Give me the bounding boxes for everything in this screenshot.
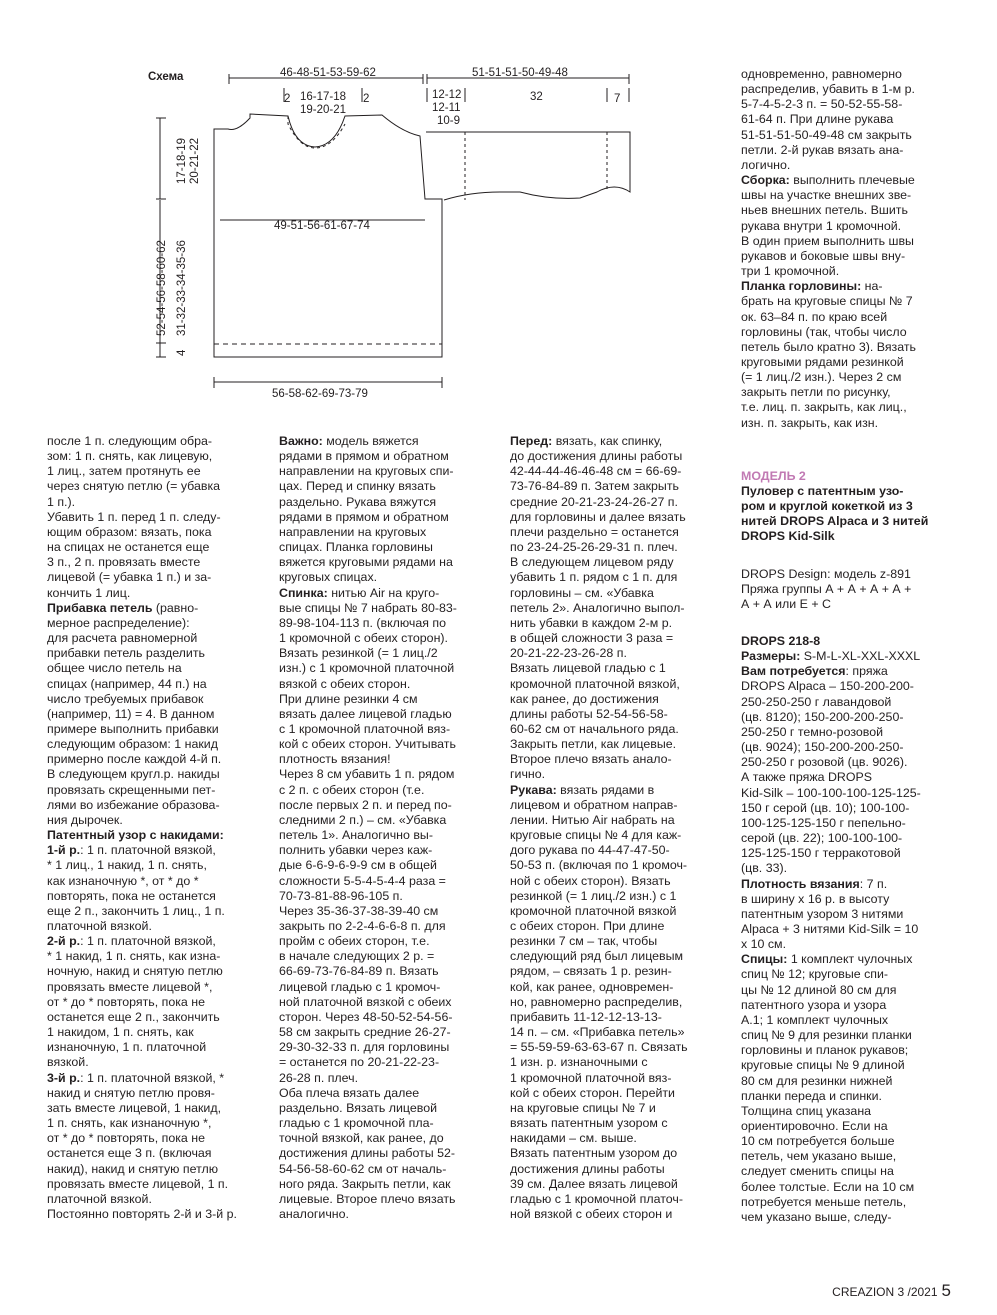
text-line: достижения длины работы 52- [279,1146,456,1161]
text-line: планки переда и спинки. [741,1088,882,1103]
text-line: вые спицы № 7 набрать 80-83- [279,600,457,615]
text-line: раздельно. Вязать лицевой [279,1100,438,1115]
text-line: * 1 накид, 1 п. снять, как изна- [47,949,221,964]
text-line: Закрыть петли, как лицевые. [510,737,677,752]
text-line: чем указано выше, следу- [741,1209,892,1224]
text-line: еще 2 п., закончить 1 лиц., 1 п. [47,903,225,918]
text-line: лицевой гладью с 1 кромоч- [279,979,441,994]
text-line: 1 п. снять, как изнаночную *, [47,1116,212,1131]
chest-width: 49-51-56-61-67-74 [274,220,370,232]
text-line: МОДЕЛЬ 2 [741,468,806,483]
text-line: рядами в прямом и обратном [279,509,449,524]
text-line: Убавить 1 п. перед 1 п. следу- [47,509,221,524]
paragraph-gap [741,545,928,567]
text-line: следними 2 п.) – см. «Убавка [279,812,447,827]
text-line: (например, 11) = 4. В данном [47,706,215,721]
neck-line [288,116,345,148]
text-line: кромочной платочной вязкой, [510,676,680,691]
text-line: в общей сложности 3 раза = [510,631,674,646]
text-line: 42-44-44-46-46-48 см = 66-69- [510,464,682,479]
text-line: ной с обеих сторон). Вязать [510,873,671,888]
text-line: ной платочной вязкой с обеих [279,994,452,1009]
text-line: на круговые спицы № 7 и [510,1100,656,1115]
text-line: лицевой (= убавка 1 п.) и за- [47,570,212,585]
text-line: DROPS Design: модель z-891 [741,566,911,581]
text-line: ньев внешних петель. Вшить [741,203,908,218]
text-line: для расчета равномерной [47,631,198,646]
text-line: сторон. Через 48-50-52-54-56- [279,1009,453,1024]
text-line: 10 см потребуется больше [741,1134,895,1149]
text-line: 26-28 п. плеч. [279,1070,359,1085]
text-line: плечи раздельно = останется [510,524,679,539]
text-line: (цв. 33). [741,861,788,876]
text-line: провязать скрещенными пет- [47,782,216,797]
text-line: 1 накидом, 1 п. снять, как [47,1025,194,1040]
text-line: В следующем кругл.р. накиды [47,767,220,782]
text-line: петель 2». Аналогично выпол- [510,600,685,615]
paragraph-gap [741,612,928,634]
text-line: как ранее, до достижения [510,691,659,706]
text-line: следующий ряд был лицевым [510,949,684,964]
text-line: вязкой. [47,1055,89,1070]
section-gap [741,431,928,469]
text-line: 250-250 г темно-розовой [741,724,884,739]
text-line: горловины – см. «Убавка [510,585,654,600]
text-line: В один прием выполнить швы [741,233,914,248]
text-line: следующим образом: 1 накид [47,737,218,752]
text-line: DROPS Kid-Silk [741,529,835,544]
text-line: провязать вместе лицевой *, [47,979,213,994]
text-line: 14 п. – см. «Прибавка петель» [510,1025,685,1040]
text-line: накид), накид и снятую петлю [47,1161,219,1176]
text-line: DROPS Alpaca – 150-200-200- [741,679,914,694]
text-line: зать вместе лицевой, 1 накид, [47,1100,222,1115]
text-line: петель было кратно 3). Вязать [741,339,916,354]
text-line: резинкой (= 1 лиц./2 изн.) с 1 [510,888,677,903]
text-line: гладью с 1 кромочной платоч- [510,1191,683,1206]
text-line: круговые спицы № 4 для каж- [510,828,682,843]
text-line: 61-64 п. При длине рукава [741,112,894,127]
text-line: Спицы: 1 комплект чулочных [741,952,913,967]
text-line: кончить 1 лиц. [47,585,131,600]
text-line: изнаночную, 1 п. платочной [47,1040,207,1055]
text-column-4 [741,67,928,1225]
armhole-2: 20-21-22 [189,137,201,184]
text-line: число требуемых прибавок [47,691,204,706]
text-line: цы № 12 длиной 80 см для [741,982,897,997]
text-line: 1 изн. р. изнаночными с [510,1055,648,1070]
magazine-issue: CREAZION 3 /2021 [832,1285,938,1299]
text-line: в начале следующих 2 р. = [279,949,435,964]
text-line: раздельно. Рукава вяжутся [279,494,437,509]
text-line: т.е. лиц. п. закрыть, как лиц., [741,400,907,415]
text-line: Прибавка петель (равно- [47,600,199,615]
text-line: достижения длины работы [510,1161,665,1176]
text-line: 1 лиц., затем протянуть ее [47,464,201,479]
text-line: с обеих сторон. При длине [510,919,665,933]
text-line: убавить 1 п. рядом с 1 п. для [510,570,678,585]
side-length: 31-32-33-34-35-36 [176,240,188,336]
sleeve-outline [426,132,630,200]
shoulder-left: 2 [284,93,291,105]
text-line: кой с обеих сторон. Перейти [510,1085,675,1100]
text-line: = 55-59-59-63-63-67 п. Связать [510,1040,688,1055]
text-line: примерно после каждой 4-й п. [47,752,222,767]
text-line: нить убавки в каждом 2-м р. [510,615,673,630]
text-line: спицах. Планка горловины [279,540,433,555]
text-line: брать на круговые спицы № 7 [741,294,913,309]
text-line: лицевом и обратном направ- [510,797,678,812]
text-line: Пуловер с патентным узо- [741,483,904,498]
text-line: накид и снятую петлю провя- [47,1085,215,1100]
text-line: ром и круглой кокеткой из 3 [741,499,913,514]
text-line: рядом, – связать 1 р. резин- [510,964,672,979]
text-line: спиц № 12; круговые спи- [741,967,889,982]
text-line: ющим образом: вязать, пока [47,524,212,539]
text-line: по 23-24-25-26-29-31 п. плеч. [510,540,678,555]
text-line: как изнаночную *, от * до * [47,873,199,888]
text-line: 3-й р.: 1 п. платочной вязкой, * [47,1070,225,1085]
text-line: более толстые. Если на 10 см [741,1179,915,1194]
text-line: ния дырочек. [47,812,123,827]
text-line: 125-125-150 г терракотовой [741,846,901,861]
text-line: Оба плеча вязать далее [279,1085,420,1100]
text-line: аналогично. [279,1206,349,1221]
text-line: Толщина спиц указана [741,1103,872,1118]
text-line: Вязать патентным узором до [510,1146,678,1161]
text-line: Alpaca + 3 нитями Kid-Silk = 10 [741,921,919,936]
text-line: 250-250-250 г лавандовой [741,694,892,709]
text-line: 50-53 п. (включая по 1 кромоч- [510,858,688,873]
text-line: 150 г серой (цв. 10); 100-100- [741,800,910,815]
text-line: до достижения длины работы [510,449,683,464]
text-line: прибавки петель разделить [47,646,205,661]
schema-title: Схема [148,71,184,83]
text-line: 51-51-51-50-49-48 см закрыть [741,127,912,142]
text-line: с 1 кромочной платочной вяз- [279,721,451,736]
page-footer [832,1281,951,1301]
text-line: Перед: вязать, как спинку, [510,434,663,448]
text-line: горловины и планок рукавов; [741,1043,909,1058]
rib-height: 4 [176,349,188,356]
neck-width-2: 19-20-21 [300,104,347,116]
text-line: спицах (например, 44 п.) на [47,676,207,691]
text-line: петель 1». Аналогично вы- [279,828,433,843]
text-line: = останется по 20-21-22-23- [279,1055,440,1070]
text-line: Планка горловины: на- [741,279,883,294]
text-line: Рукава: вязать рядами в [510,782,655,797]
text-line: ночную, накид и снятую петлю [47,964,223,979]
text-column-2 [279,434,457,1222]
text-line: 100-125-125-150 г пепельно- [741,815,906,830]
text-line: 54-56-58-60-62 см от началь- [279,1161,447,1176]
text-line: кромочной платочной вязкой [510,903,677,918]
text-line: Размеры: S-M-L-XL-XXL-XXXL [741,649,921,664]
text-line: нитей DROPS Alpaca и 3 нитей [741,514,929,529]
text-line: круговые спицы № 9 длиной [741,1058,905,1073]
text-line: петли. 2-й рукав вязать ана- [741,142,904,157]
neck-width-1: 16-17-18 [300,91,347,103]
text-line: с 2 п. с обеих сторон (т.е. [279,782,425,797]
text-line: 58 см закрыть средние 26-27- [279,1025,451,1040]
text-line: цах. Перед и спинку вязать [279,479,436,494]
text-line: вязать патентным узором с [510,1116,668,1131]
text-line: точной вязкой, как ранее, до [279,1131,444,1146]
text-line: кой с обеих сторон. Учитывать [279,737,456,752]
text-line: дые 6-6-9-6-9-9 см в общей [279,858,437,873]
text-line: одновременно, равномерно [741,67,902,81]
text-line: 2-й р.: 1 п. платочной вязкой, [47,934,216,949]
text-line: 1-й р.: 1 п. платочной вязкой, [47,843,216,858]
text-line: направлении на круговых [279,524,427,539]
text-line: 39 см. Далее вязать лицевой [510,1176,678,1191]
neck-depth-2: 12-11 [432,102,461,114]
sleeve-length: 51-51-51-50-49-48 [472,67,568,79]
text-line: 80 см для резинки нижней [741,1073,893,1088]
sleeve-cuff: 7 [614,93,621,105]
text-line: ного ряда. Закрыть петли, как [279,1176,451,1191]
text-line: 250-250 г розовой (цв. 9026). [741,755,908,770]
text-line: платочной вязкой. [47,1191,152,1206]
text-line: закрыть по 2-2-4-6-6-8 п. для [279,919,446,933]
text-line: 29-30-32-33 п. для горловины [279,1040,450,1055]
shoulder-right: 2 [363,93,370,105]
text-line: лении. Нитью Air набрать на [510,812,675,827]
text-line: провязать вместе лицевой, 1 п. [47,1176,229,1191]
text-line: рукавов и боковые швы вну- [741,248,906,263]
text-line: после первых 2 п. и перед по- [279,797,452,812]
text-line: останется еще 3 п. (включая [47,1146,212,1161]
text-line: для горловины и далее вязать [510,509,686,524]
text-line: три 1 кромочной. [741,264,840,279]
text-line: но, равномерно распределив, [510,994,683,1009]
text-line: мерное распределение): [47,615,190,630]
text-line: сложности 5-5-4-5-4-4 раза = [279,873,446,888]
armhole-1: 17-18-19 [176,137,188,184]
text-line: платочной вязкой. [47,919,152,933]
bottom-width: 56-58-62-69-73-79 [272,388,368,400]
text-line: длины работы 52-54-56-58- [510,706,668,721]
text-line: потребуется меньше петель, [741,1194,907,1209]
text-line: направлении на круговых спи- [279,464,454,479]
text-line: примере выполнить прибавки [47,721,219,736]
text-line: При длине резинки 4 см [279,691,418,706]
text-line: накидами – см. выше. [510,1131,637,1146]
text-line: Kid-Silk – 100-100-100-125-125- [741,785,921,800]
text-line: вяжется круговыми рядами на [279,555,453,570]
text-line: * 1 лиц., 1 накид, 1 п. снять, [47,858,207,873]
text-line: в ширину х 16 р. в высоту [741,891,890,906]
neck-depth-1: 12-12 [432,89,462,101]
sleeve-mid: 32 [530,91,543,103]
text-line: ной вязкой с обеих сторон и [510,1206,673,1221]
text-line: А + А или Е + С [741,596,831,611]
text-line: Важно: модель вяжется [279,434,419,448]
text-line: полнить убавки через каж- [279,843,433,858]
text-line: резинки 7 см – так, чтобы [510,934,658,949]
text-line: Вязать лицевой гладью с 1 [510,661,666,676]
text-line: горловины (так, чтобы число [741,324,907,339]
text-line: (= 1 лиц./2 изн.). Через 2 см [741,370,902,385]
text-line: рукава внутри 1 кромочной. [741,218,902,233]
text-line: логично. [741,157,791,172]
text-line: ок. 63–84 п. по краю всей [741,309,888,324]
text-line: патентным узором 3 нитями [741,906,904,921]
text-line: общее число петель на [47,661,182,676]
text-line: останется еще 2 п., закончить [47,1009,220,1024]
text-line: круговыми рядами резинкой [741,354,904,369]
text-column-1 [47,434,237,1222]
text-line: (цв. 8120); 150-200-200-250- [741,709,904,724]
text-line: DROPS 218-8 [741,634,821,648]
text-line: Вам потребуется: пряжа [741,664,888,679]
text-line: гично. [510,767,546,782]
text-line: после 1 п. следующим обра- [47,434,213,448]
text-line: изн. п. закрыть, как изн. [741,415,879,430]
text-line: распределив, убавить в 1-м р. [741,82,915,97]
text-line: Через 8 см убавить 1 п. рядом [279,767,455,782]
text-line: 1 п.). [47,494,76,509]
text-line: Спинка: нитью Air на круго- [279,585,440,600]
text-line: серой (цв. 22); 100-100-100- [741,831,903,846]
text-line: х 10 см. [741,937,787,952]
text-line: рядами в прямом и обратном [279,449,449,464]
text-line: лицевые. Второе плечо вязать [279,1191,456,1206]
text-line: изн.) с 1 кромочной платочной [279,661,455,676]
text-line: плотность вязания! [279,752,391,767]
text-line: средние 20-21-23-24-26-27 п. [510,494,678,509]
text-line: лями во избежание образова- [47,797,220,812]
text-line: 20-21-22-23-26-28 п. [510,646,627,661]
text-line: Пряжа группы А + А + А + А + [741,581,912,596]
text-line: на спицах не останется еще [47,540,210,555]
text-line: Второе плечо вязать анало- [510,752,672,767]
text-line: 70-73-81-88-96-105 п. [279,888,403,903]
pattern-schematic [140,60,640,410]
text-line: Плотность вязания: 7 п. [741,876,888,891]
text-line: Вязать резинкой (= 1 лиц./2 [279,646,438,661]
text-line: 3 п., 2 п. провязать вместе [47,555,201,570]
text-line: через снятую петлю (= убавка [47,479,221,494]
text-line: ориентировочно. Если на [741,1119,888,1133]
text-line: прибавить 11-12-12-13-13- [510,1009,662,1024]
text-line: 1 кромочной с обеих сторон). [279,631,448,646]
text-line: от * до * повторять, пока не [47,1131,206,1146]
text-line: следует сменить спицы на [741,1164,894,1179]
text-line: 5-7-4-5-2-3 п. = 50-52-55-58- [741,97,903,112]
text-line: дого рукава по 44-47-47-50- [510,843,670,858]
text-line: закрыть петли по рисунку, [741,385,891,400]
text-line: В следующем лицевом ряду [510,555,674,570]
text-line: от * до * повторять, пока не [47,994,206,1009]
body-outline [214,114,442,357]
text-line: повторять, пока не останется [47,888,216,903]
text-line: 73-76-84-89 п. Затем закрыть [510,479,679,494]
text-line: зом: 1 п. снять, как лицевую, [47,449,213,464]
text-line: 60-62 см от начального ряда. [510,721,679,736]
text-line: кой, как ранее, одновремен- [510,979,674,994]
text-line: петель, чем указано выше, [741,1149,897,1164]
text-line: 1 кромочной платочной вяз- [510,1070,672,1085]
text-line: пройм с обеих сторон, т.е. [279,934,430,949]
text-line: гладью с 1 кромочной пла- [279,1116,434,1131]
text-line: 89-98-104-113 п. (включая по [279,615,447,630]
text-line: вязать далее лицевой гладью [279,706,452,721]
text-line: спиц № 9 для резинки планки [741,1028,912,1043]
text-line: 66-69-73-76-84-89 п. Вязать [279,964,439,979]
text-line: Сборка: выполнить плечевые [741,173,915,188]
body-width-top: 46-48-51-53-59-62 [280,67,376,79]
text-line: швы на участке внешних зве- [741,188,912,203]
text-line: (цв. 9024); 150-200-200-250- [741,740,904,755]
page-number: 5 [941,1281,951,1300]
text-line: Патентный узор с накидами: [47,828,224,843]
text-column-3 [510,434,688,1222]
text-line: А также пряжа DROPS [741,770,873,785]
text-line: вязкой с обеих сторон. [279,676,411,691]
text-line: А.1; 1 комплект чулочных [741,1012,889,1027]
total-length: 52-54-56-58-60-62 [156,240,168,336]
text-line: Через 35-36-37-38-39-40 см [279,903,439,918]
text-line: Постоянно повторять 2-й и 3-й р. [47,1206,237,1221]
text-line: патентного узора и узора [741,997,887,1012]
neck-depth-3: 10-9 [437,115,461,127]
text-line: круговых спицах. [279,570,378,585]
